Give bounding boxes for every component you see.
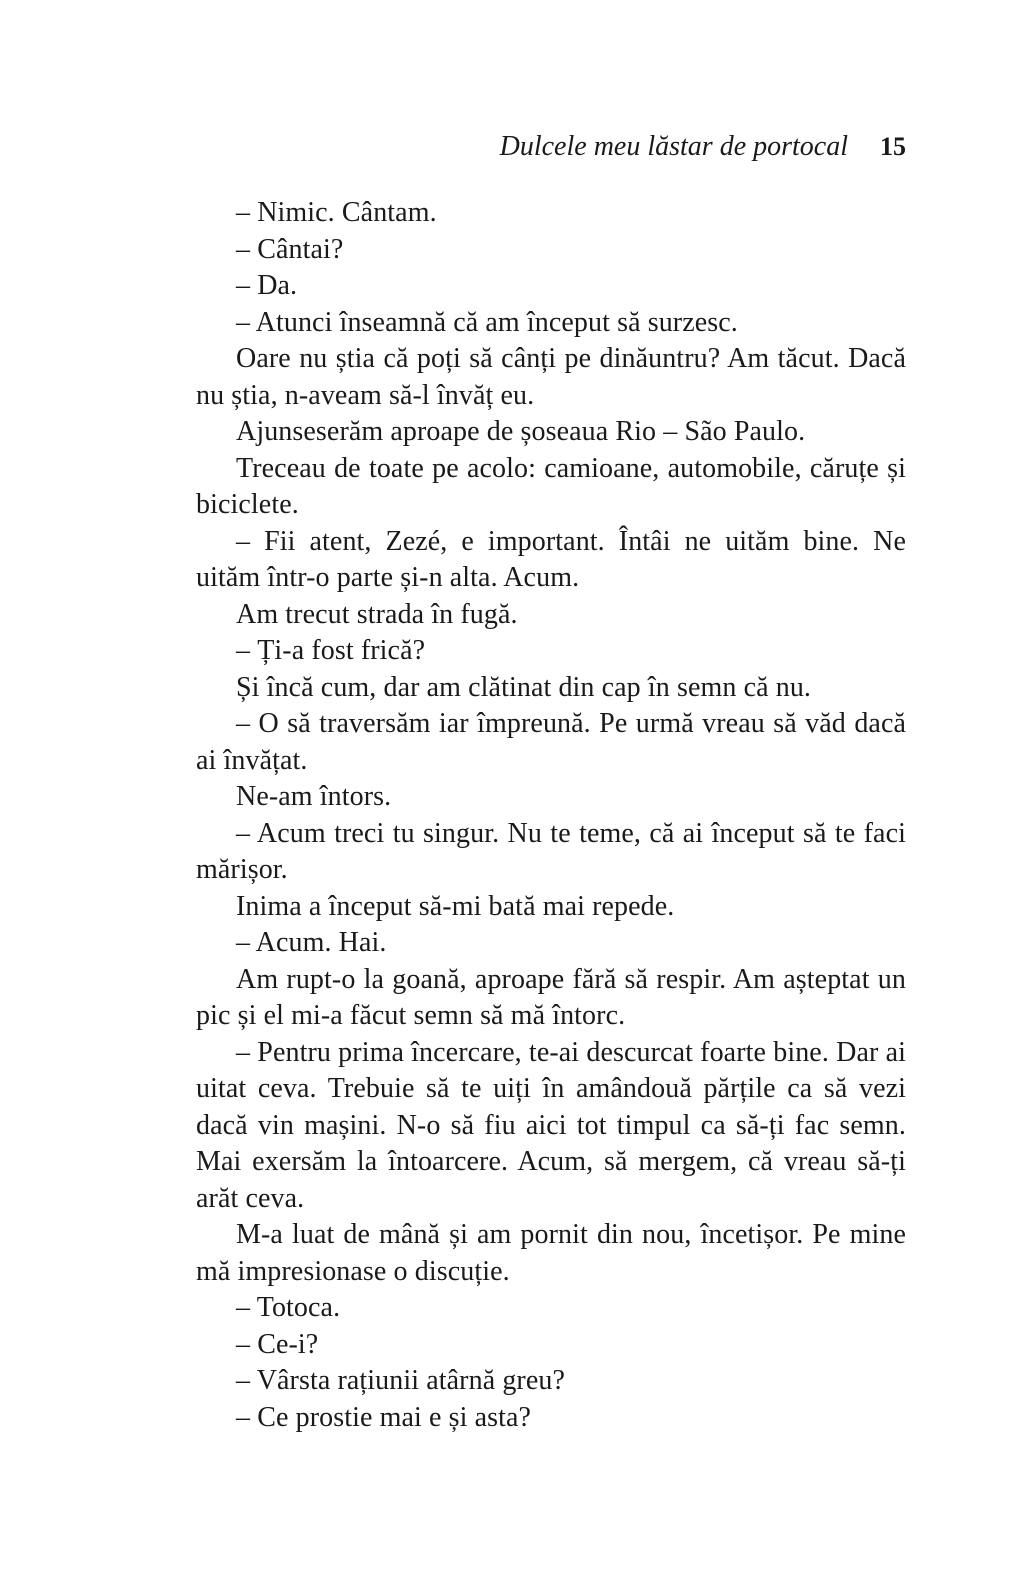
page-content — [196, 131, 906, 1436]
body-text — [196, 195, 906, 1436]
book-title: Dulcele meu lăstar de portocal — [499, 131, 848, 162]
paragraph: – Acum treci tu singur. Nu te teme, că ai început să te faci mărișor. — [196, 817, 906, 885]
paragraph: – Ce-i? — [236, 1328, 319, 1360]
paragraph: – O să traversăm iar împreună. Pe urmă vreau să văd dacă ai învățat. — [196, 708, 906, 776]
paragraph: Ne-am întors. — [236, 781, 392, 812]
paragraph: Ajunseserăm aproape de șoseaua Rio – São Paulo. — [236, 416, 806, 447]
paragraph: Oare nu știa că poți să cânți pe dinăuntru? Am tăcut. Dacă nu știa, n-aveam să-l învăț eu. — [196, 343, 906, 411]
paragraph: – Nimic. Cântam. — [236, 197, 437, 228]
paragraph: Inima a început să-mi bată mai repede. — [236, 890, 675, 922]
page-number: 15 — [880, 132, 906, 161]
paragraph: – Acum. Hai. — [236, 927, 387, 958]
paragraph: Am trecut strada în fugă. — [236, 598, 518, 630]
paragraph: Treceau de toate pe acolo: camioane, automobile, căruțe și biciclete. — [196, 452, 906, 520]
paragraph: Și încă cum, dar am clătinat din cap în semn că nu. — [236, 671, 812, 703]
paragraph: – Fii atent, Zezé, e important. Întâi ne uităm bine. Ne uităm într-o parte și-n alta. Acum. — [196, 525, 906, 593]
paragraph: – Ți-a fost frică? — [236, 635, 426, 666]
paragraph: Am rupt-o la goană, aproape fără să respir. Am așteptat un pic și el mi-a făcut semn să mă întorc. — [196, 963, 906, 1031]
paragraph: – Pentru prima încercare, te-ai descurcat foarte bine. Dar ai uitat ceva. Trebuie să te uiți în amândouă părțile ca să vezi dacă vin mașini. N-o să fiu aici tot timpul ca să-ți fac semn. Mai exersăm la întoarcere. Acum, să mergem, că vreau să-ți arăt ceva. — [196, 1036, 906, 1214]
paragraph: – Ce prostie mai e și asta? — [236, 1401, 532, 1433]
paragraph: – Atunci înseamnă că am început să surzesc. — [236, 306, 738, 338]
paragraph: – Da. — [236, 270, 298, 301]
paragraph: – Cântai? — [236, 233, 344, 265]
paragraph: M-a luat de mână și am pornit din nou, încetișor. Pe mine mă impresionase o discuție. — [196, 1219, 906, 1287]
paragraph: – Totoca. — [236, 1292, 341, 1323]
paragraph: – Vârsta rațiunii atârnă greu? — [236, 1365, 566, 1396]
running-header — [196, 131, 906, 163]
